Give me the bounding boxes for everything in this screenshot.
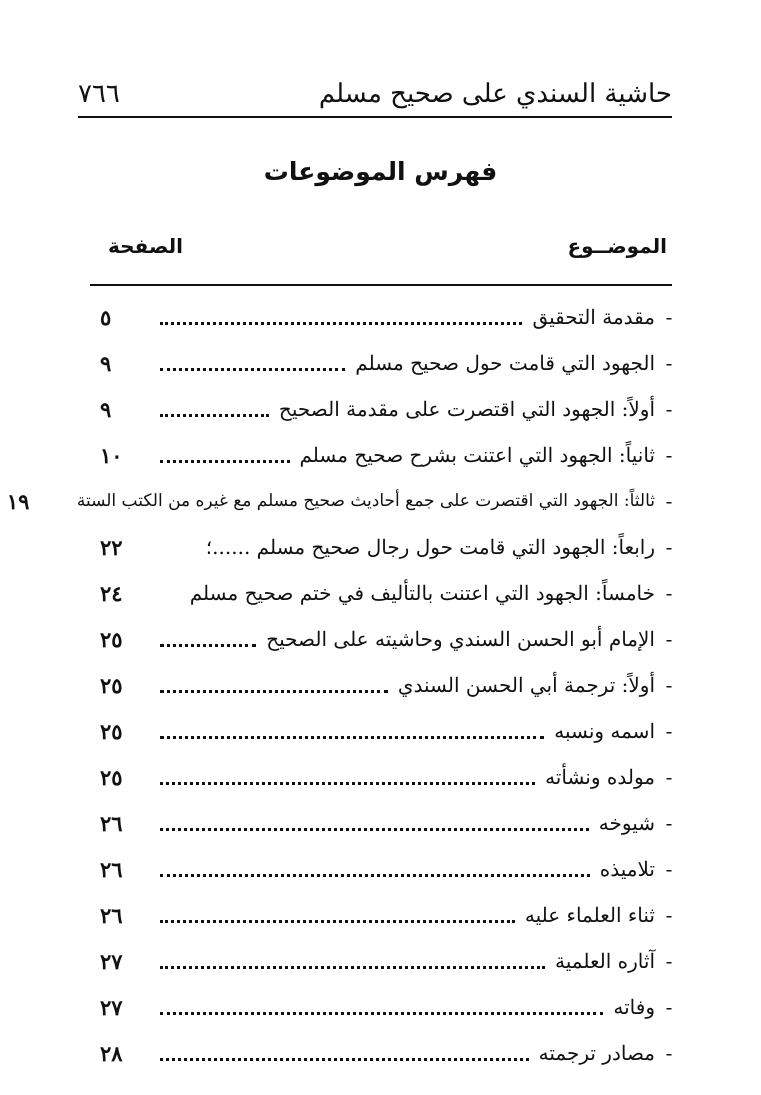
- dot-leader: [160, 368, 345, 371]
- entry-label: اسمه ونسبه: [554, 719, 655, 743]
- dot-leader: [160, 1012, 603, 1015]
- toc-entry[interactable]: [100, 846, 677, 892]
- entry-dash: -: [665, 443, 673, 467]
- entry-dash: -: [665, 627, 673, 651]
- dot-leader: [160, 1058, 529, 1061]
- entry-page: ٥: [100, 304, 112, 330]
- toc-entry[interactable]: [100, 616, 677, 662]
- entry-label: مقدمة التحقيق: [532, 305, 655, 329]
- entry-label: ثناء العلماء عليه: [524, 903, 655, 927]
- entry-label: وفاته: [613, 995, 655, 1019]
- entry-dash: -: [665, 489, 673, 513]
- entry-label: خامساً: الجهود التي اعتنت بالتأليف في ختم صحيح مسلم: [189, 581, 655, 605]
- entry-label: الجهود التي قامت حول صحيح مسلم: [355, 351, 655, 375]
- entry-label: ثانياً: الجهود التي اعتنت بشرح صحيح مسلم: [299, 443, 655, 467]
- toc-entry[interactable]: [100, 938, 677, 984]
- entry-page: ٢٦: [100, 856, 123, 882]
- entry-page: ٢٥: [100, 764, 123, 790]
- section-title: فهرس الموضوعات: [263, 157, 498, 186]
- dot-leader: [160, 690, 388, 693]
- entry-dash: -: [665, 765, 673, 789]
- entry-dash: -: [665, 719, 673, 743]
- entry-label: شيوخه: [598, 811, 655, 835]
- entry-dash: -: [665, 673, 673, 697]
- toc-entry[interactable]: [100, 340, 677, 386]
- toc-entry[interactable]: [100, 984, 677, 1030]
- entry-dash: -: [665, 535, 673, 559]
- toc-entry[interactable]: [100, 892, 677, 938]
- toc-entry[interactable]: [6, 478, 677, 524]
- toc-entry[interactable]: [100, 708, 677, 754]
- header-rule: [78, 116, 672, 118]
- topic-column-heading: الموضــوع: [567, 234, 667, 258]
- entry-page: ٩: [100, 350, 112, 376]
- toc-entry[interactable]: [100, 754, 677, 800]
- book-title: حاشية السندي على صحيح مسلم: [318, 79, 672, 109]
- toc-entry[interactable]: [100, 294, 677, 340]
- entry-page: ٢٦: [100, 810, 123, 836]
- toc-entry[interactable]: [100, 570, 677, 616]
- entry-page: ٢٧: [100, 948, 123, 974]
- entry-dash: -: [665, 581, 673, 605]
- dot-leader: [160, 874, 590, 877]
- entry-dash: -: [665, 305, 673, 329]
- entry-dash: -: [665, 949, 673, 973]
- toc-entry[interactable]: [100, 800, 677, 846]
- entry-page: ٢٥: [100, 718, 123, 744]
- toc-entry[interactable]: [100, 1030, 677, 1076]
- running-header: [78, 68, 672, 112]
- toc-entry[interactable]: [100, 432, 677, 478]
- page-column-heading: الصفحة: [108, 234, 184, 258]
- dot-leader: [160, 782, 535, 785]
- entry-dash: -: [665, 397, 673, 421]
- dot-leader: [160, 644, 256, 647]
- entry-label: أولاً: الجهود التي اقتصرت على مقدمة الصحيح: [278, 397, 655, 421]
- entry-label: الإمام أبو الحسن السندي وحاشيته على الصحيح: [266, 627, 655, 651]
- table-rule: [90, 284, 672, 286]
- entry-page: ٢٦: [100, 902, 123, 928]
- toc-entry[interactable]: [100, 524, 677, 570]
- entry-dash: -: [665, 857, 673, 881]
- entry-page: ٢٢: [100, 534, 123, 560]
- entry-label: ثالثاً: الجهود التي اقتصرت على جمع أحاديث صحيح مسلم مع غيره من الكتب الستة: [76, 491, 655, 511]
- entry-label: رابعاً: الجهود التي قامت حول رجال صحيح مسلم ......؛: [205, 535, 655, 559]
- entry-dash: -: [665, 903, 673, 927]
- entry-dash: -: [665, 995, 673, 1019]
- dot-leader: [160, 322, 522, 325]
- toc-entry[interactable]: [100, 662, 677, 708]
- entry-label: مصادر ترجمته: [538, 1041, 655, 1065]
- dot-leader: [160, 414, 269, 417]
- dot-leader: [160, 460, 290, 463]
- dot-leader: [160, 736, 544, 739]
- entry-page: ٢٨: [100, 1040, 123, 1066]
- entry-page: ٢٥: [100, 626, 123, 652]
- page-number: ٧٦٦: [78, 79, 120, 109]
- entry-dash: -: [665, 811, 673, 835]
- entry-label: مولده ونشأته: [545, 765, 655, 789]
- entry-label: تلاميذه: [599, 857, 655, 881]
- dot-leader: [160, 920, 515, 923]
- toc-entry[interactable]: [100, 386, 677, 432]
- toc-list: [6, 294, 677, 1076]
- entry-page: ٩: [100, 396, 112, 422]
- entry-label: آثاره العلمية: [555, 949, 655, 973]
- entry-label: أولاً: ترجمة أبي الحسن السندي: [397, 673, 655, 697]
- dot-leader: [160, 966, 545, 969]
- dot-leader: [160, 828, 589, 831]
- entry-dash: -: [665, 1041, 673, 1065]
- entry-page: ٢٧: [100, 994, 123, 1020]
- entry-page: ١٠: [100, 442, 123, 468]
- entry-dash: -: [665, 351, 673, 375]
- entry-page: ٢٥: [100, 672, 123, 698]
- entry-page: ٢٤: [100, 580, 123, 606]
- entry-page: ١٩: [6, 488, 30, 514]
